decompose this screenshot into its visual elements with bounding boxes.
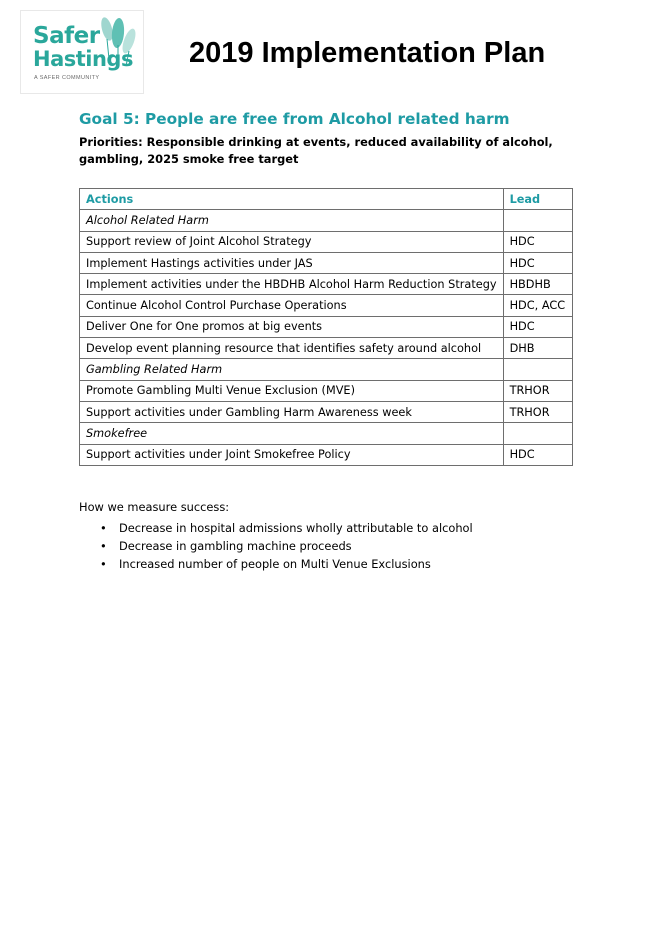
action-cell: Develop event planning resource that identifies safety around alcohol <box>80 338 504 359</box>
action-cell: Deliver One for One promos at big events <box>80 316 504 337</box>
action-cell: Implement Hastings activities under JAS <box>80 252 504 273</box>
measure-text: Decrease in gambling machine proceeds <box>119 539 352 553</box>
priorities-text: Priorities: Responsible drinking at events, reduced availability of alcohol, gambling, 2025 smoke free target <box>79 135 553 166</box>
category-label: Smokefree <box>80 423 504 444</box>
table-row <box>80 338 573 359</box>
measure-success-intro: How we measure success: <box>79 500 230 514</box>
action-cell: Implement activities under the HBDHB Alcohol Harm Reduction Strategy <box>80 274 504 295</box>
table-row <box>80 380 573 401</box>
lead-column-header: Lead <box>503 189 572 210</box>
action-cell: Promote Gambling Multi Venue Exclusion (MVE) <box>80 380 504 401</box>
lead-cell: HDC <box>503 231 572 252</box>
measure-text: Increased number of people on Multi Venue Exclusions <box>119 557 431 571</box>
table-row <box>80 316 573 337</box>
measures-list <box>79 520 473 574</box>
table-category-row <box>80 359 573 380</box>
table-row <box>80 274 573 295</box>
actions-table <box>79 188 573 466</box>
logo-tagline: A SAFER COMMUNITY <box>34 75 100 81</box>
bullet-icon: • <box>100 521 107 535</box>
actions-column-header: Actions <box>80 189 504 210</box>
logo-wordmark-hastings: Hastings <box>33 47 133 71</box>
table-row <box>80 444 573 465</box>
lead-cell: HDC <box>503 316 572 337</box>
category-label: Gambling Related Harm <box>80 359 504 380</box>
list-item <box>79 520 473 538</box>
lead-cell: DHB <box>503 338 572 359</box>
table-row <box>80 295 573 316</box>
safer-hastings-logo <box>20 10 144 94</box>
lead-cell <box>503 423 572 444</box>
measure-text: Decrease in hospital admissions wholly attributable to alcohol <box>119 521 473 535</box>
lead-cell: HDC <box>503 444 572 465</box>
lead-cell: HDC, ACC <box>503 295 572 316</box>
action-cell: Support review of Joint Alcohol Strategy <box>80 231 504 252</box>
lead-cell: HDC <box>503 252 572 273</box>
table-row <box>80 401 573 422</box>
table-category-row <box>80 423 573 444</box>
lead-cell <box>503 210 572 231</box>
category-label: Alcohol Related Harm <box>80 210 504 231</box>
table-category-row <box>80 210 573 231</box>
lead-cell: HBDHB <box>503 274 572 295</box>
table-header-row <box>80 189 573 210</box>
document-title: 2019 Implementation Plan <box>189 37 546 69</box>
lead-cell: TRHOR <box>503 380 572 401</box>
list-item <box>79 556 473 574</box>
bullet-icon: • <box>100 557 107 571</box>
lead-cell <box>503 359 572 380</box>
action-cell: Support activities under Gambling Harm Awareness week <box>80 401 504 422</box>
table-row <box>80 231 573 252</box>
action-cell: Continue Alcohol Control Purchase Operations <box>80 295 504 316</box>
list-item <box>79 538 473 556</box>
logo-wordmark-safer: Safer <box>33 23 100 49</box>
actions-table-body <box>80 210 573 466</box>
lead-cell: TRHOR <box>503 401 572 422</box>
bullet-icon: • <box>100 539 107 553</box>
action-cell: Support activities under Joint Smokefree Policy <box>80 444 504 465</box>
table-row <box>80 252 573 273</box>
goal-heading: Goal 5: People are free from Alcohol related harm <box>79 110 510 128</box>
